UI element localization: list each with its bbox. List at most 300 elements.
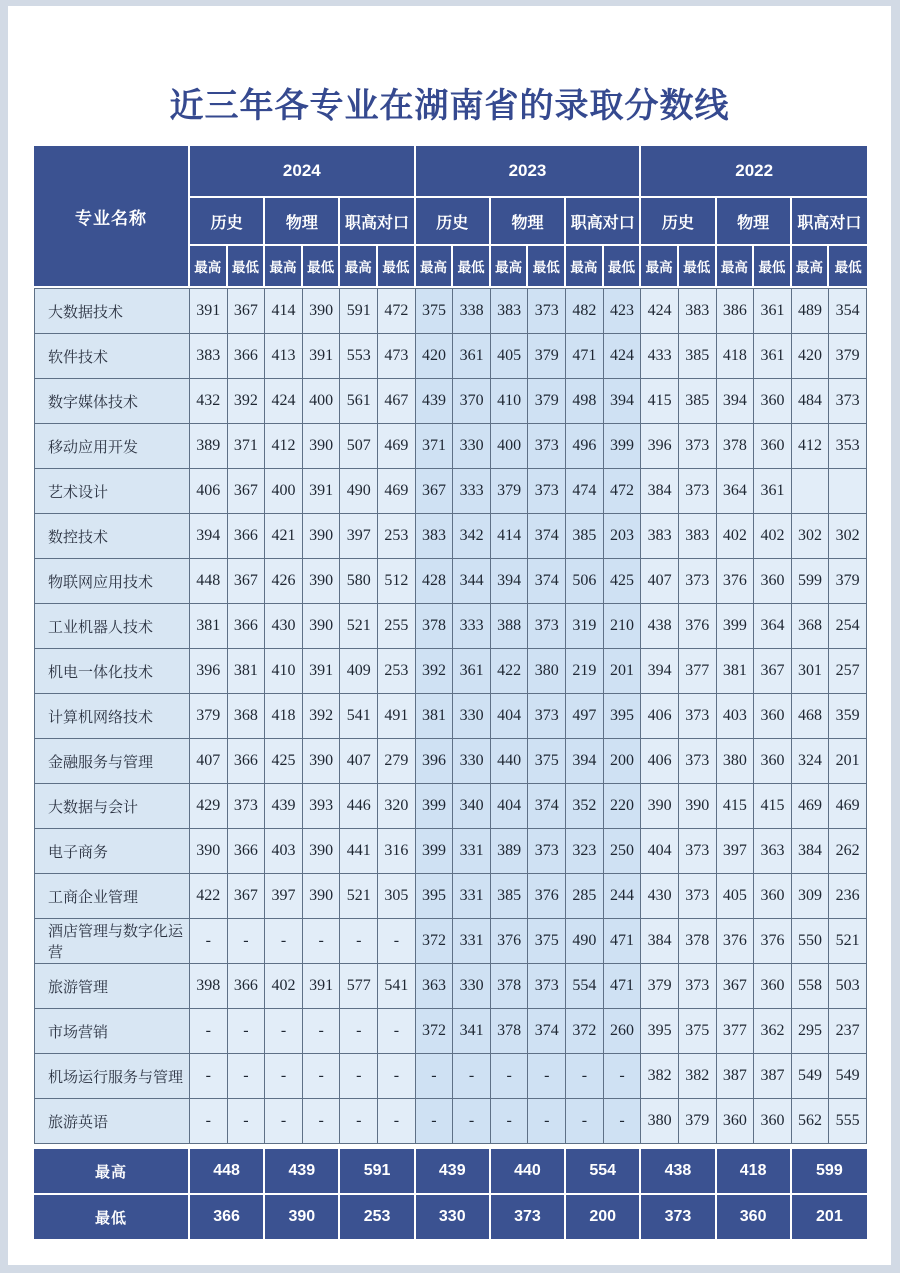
score-cell: 373 xyxy=(679,829,717,874)
major-name-cell: 酒店管理与数字化运营 xyxy=(34,919,190,964)
score-cell: 388 xyxy=(491,604,529,649)
score-cell: 489 xyxy=(792,288,830,334)
major-name-cell: 市场营销 xyxy=(34,1009,190,1054)
score-cell: - xyxy=(491,1099,529,1144)
minmax-header: 最低 xyxy=(754,246,792,288)
score-cell: 405 xyxy=(491,334,529,379)
score-cell: 253 xyxy=(378,649,416,694)
score-cell: 424 xyxy=(604,334,642,379)
table-row xyxy=(34,919,867,964)
score-cell: 360 xyxy=(754,739,792,784)
score-cell: 390 xyxy=(303,874,341,919)
major-name-cell: 电子商务 xyxy=(34,829,190,874)
footer-label: 最高 xyxy=(34,1144,190,1195)
score-cell: 469 xyxy=(378,424,416,469)
score-cell: 379 xyxy=(528,334,566,379)
score-cell: 383 xyxy=(679,288,717,334)
table-row xyxy=(34,829,867,874)
score-cell: 412 xyxy=(792,424,830,469)
minmax-header: 最高 xyxy=(792,246,830,288)
score-cell: 324 xyxy=(792,739,830,784)
table-row xyxy=(34,874,867,919)
major-name-cell: 数控技术 xyxy=(34,514,190,559)
score-cell: 474 xyxy=(566,469,604,514)
score-cell: 383 xyxy=(679,514,717,559)
score-cell: 372 xyxy=(416,919,454,964)
table-row xyxy=(34,469,867,514)
score-cell: 471 xyxy=(604,919,642,964)
major-name-cell: 数字媒体技术 xyxy=(34,379,190,424)
score-cell: 379 xyxy=(829,559,867,604)
score-cell: 372 xyxy=(566,1009,604,1054)
score-cell: 379 xyxy=(641,964,679,1009)
score-cell: - xyxy=(190,1009,228,1054)
score-cell: - xyxy=(491,1054,529,1099)
score-cell: 373 xyxy=(679,874,717,919)
score-cell: 376 xyxy=(717,919,755,964)
score-cell: - xyxy=(340,1054,378,1099)
minmax-header: 最高 xyxy=(265,246,303,288)
score-cell: 373 xyxy=(679,964,717,1009)
year-row xyxy=(34,146,867,198)
score-cell: 375 xyxy=(679,1009,717,1054)
subject-header: 职高对口 xyxy=(792,198,867,246)
score-cell: - xyxy=(378,1009,416,1054)
score-cell: 383 xyxy=(491,288,529,334)
score-cell: 591 xyxy=(340,288,378,334)
score-cell: 203 xyxy=(604,514,642,559)
score-cell: 374 xyxy=(528,559,566,604)
score-cell: 448 xyxy=(190,559,228,604)
score-cell: 360 xyxy=(754,964,792,1009)
score-cell: 413 xyxy=(265,334,303,379)
score-cell: 381 xyxy=(228,649,266,694)
score-cell: 378 xyxy=(416,604,454,649)
table-row xyxy=(34,288,867,334)
score-cell: 373 xyxy=(679,739,717,784)
score-cell: 376 xyxy=(679,604,717,649)
score-cell: 341 xyxy=(453,1009,491,1054)
score-cell: 390 xyxy=(303,559,341,604)
minmax-header: 最低 xyxy=(679,246,717,288)
score-cell: 385 xyxy=(679,334,717,379)
score-cell: 373 xyxy=(679,424,717,469)
score-cell: 262 xyxy=(829,829,867,874)
minmax-header: 最低 xyxy=(378,246,416,288)
subject-header: 物理 xyxy=(265,198,340,246)
score-cell: 360 xyxy=(754,379,792,424)
score-cell: 371 xyxy=(228,424,266,469)
score-cell: 399 xyxy=(416,829,454,874)
major-name-cell: 旅游英语 xyxy=(34,1099,190,1144)
table-header xyxy=(34,146,867,288)
score-cell: 521 xyxy=(829,919,867,964)
score-cell: 472 xyxy=(378,288,416,334)
score-cell: 390 xyxy=(303,514,341,559)
score-cell: 541 xyxy=(378,964,416,1009)
table-row xyxy=(34,649,867,694)
score-cell: 210 xyxy=(604,604,642,649)
score-cell: 430 xyxy=(641,874,679,919)
score-cell: - xyxy=(265,1009,303,1054)
score-cell: 414 xyxy=(265,288,303,334)
score-cell: 406 xyxy=(641,694,679,739)
score-cell: 359 xyxy=(829,694,867,739)
table-row xyxy=(34,964,867,1009)
score-cell: 323 xyxy=(566,829,604,874)
score-cell: - xyxy=(340,1099,378,1144)
subject-header: 历史 xyxy=(190,198,265,246)
subject-header: 物理 xyxy=(717,198,792,246)
score-cell: 428 xyxy=(416,559,454,604)
score-cell: 367 xyxy=(228,874,266,919)
score-cell: - xyxy=(265,919,303,964)
score-cell: 389 xyxy=(491,829,529,874)
score-cell: 331 xyxy=(453,874,491,919)
page-card xyxy=(8,6,891,1265)
score-cell: - xyxy=(303,1054,341,1099)
score-cell: - xyxy=(566,1054,604,1099)
score-cell: 383 xyxy=(416,514,454,559)
admission-scores-table-wrap xyxy=(34,146,867,1239)
score-cell: 414 xyxy=(491,514,529,559)
footer-value-cell: 373 xyxy=(641,1195,716,1239)
table-row xyxy=(34,334,867,379)
score-cell: - xyxy=(265,1054,303,1099)
score-cell: 330 xyxy=(453,964,491,1009)
table-row xyxy=(34,1009,867,1054)
score-cell: 377 xyxy=(717,1009,755,1054)
score-cell: 415 xyxy=(754,784,792,829)
score-cell: 410 xyxy=(491,379,529,424)
score-cell: 366 xyxy=(228,334,266,379)
major-name-cell: 软件技术 xyxy=(34,334,190,379)
score-cell: 422 xyxy=(491,649,529,694)
score-cell: 392 xyxy=(416,649,454,694)
score-cell: 338 xyxy=(453,288,491,334)
score-cell xyxy=(792,469,830,514)
table-row xyxy=(34,784,867,829)
score-cell: 376 xyxy=(528,874,566,919)
score-cell: 473 xyxy=(378,334,416,379)
footer-row-max xyxy=(34,1144,867,1195)
score-cell: 390 xyxy=(190,829,228,874)
table-row xyxy=(34,379,867,424)
score-cell: - xyxy=(265,1099,303,1144)
score-cell: 384 xyxy=(641,919,679,964)
score-cell: 302 xyxy=(829,514,867,559)
score-cell: 398 xyxy=(190,964,228,1009)
score-cell: 390 xyxy=(303,739,341,784)
score-cell: 373 xyxy=(829,379,867,424)
score-cell: 396 xyxy=(416,739,454,784)
score-cell: 403 xyxy=(717,694,755,739)
table-row xyxy=(34,514,867,559)
minmax-header: 最低 xyxy=(604,246,642,288)
score-cell: 384 xyxy=(641,469,679,514)
table-row xyxy=(34,604,867,649)
score-cell: - xyxy=(303,1009,341,1054)
score-cell: 377 xyxy=(679,649,717,694)
score-cell: 430 xyxy=(265,604,303,649)
score-cell: 482 xyxy=(566,288,604,334)
score-cell: 577 xyxy=(340,964,378,1009)
score-cell: 378 xyxy=(717,424,755,469)
score-cell: 432 xyxy=(190,379,228,424)
score-cell: 373 xyxy=(528,964,566,1009)
score-cell: 396 xyxy=(190,649,228,694)
score-cell: 330 xyxy=(453,694,491,739)
score-cell: 391 xyxy=(303,469,341,514)
score-cell: 389 xyxy=(190,424,228,469)
score-cell: 497 xyxy=(566,694,604,739)
score-cell: 373 xyxy=(528,829,566,874)
minmax-header: 最高 xyxy=(566,246,604,288)
score-cell: 397 xyxy=(340,514,378,559)
major-name-cell: 机场运行服务与管理 xyxy=(34,1054,190,1099)
score-cell: 406 xyxy=(641,739,679,784)
score-cell: 404 xyxy=(491,784,529,829)
score-cell: 490 xyxy=(340,469,378,514)
score-cell: 360 xyxy=(754,874,792,919)
score-cell: 220 xyxy=(604,784,642,829)
score-cell: 395 xyxy=(604,694,642,739)
score-cell: 370 xyxy=(453,379,491,424)
score-cell: 354 xyxy=(829,288,867,334)
minmax-header: 最高 xyxy=(717,246,755,288)
footer-row-min xyxy=(34,1195,867,1239)
score-cell: 380 xyxy=(717,739,755,784)
subject-header: 历史 xyxy=(416,198,491,246)
table-row xyxy=(34,739,867,784)
score-cell: 373 xyxy=(679,694,717,739)
score-cell: 469 xyxy=(829,784,867,829)
score-cell: 384 xyxy=(792,829,830,874)
score-cell: 380 xyxy=(528,649,566,694)
score-cell: 498 xyxy=(566,379,604,424)
score-cell: - xyxy=(303,1099,341,1144)
score-cell: 373 xyxy=(528,469,566,514)
minmax-header: 最低 xyxy=(829,246,867,288)
table-row xyxy=(34,559,867,604)
year-header-2023: 2023 xyxy=(416,146,642,198)
major-name-cell: 艺术设计 xyxy=(34,469,190,514)
minmax-header: 最高 xyxy=(190,246,228,288)
score-cell: 541 xyxy=(340,694,378,739)
score-cell: 394 xyxy=(604,379,642,424)
score-cell: 404 xyxy=(641,829,679,874)
subject-header: 职高对口 xyxy=(340,198,415,246)
score-cell: 549 xyxy=(792,1054,830,1099)
score-cell: 484 xyxy=(792,379,830,424)
major-name-cell: 大数据与会计 xyxy=(34,784,190,829)
footer-value-cell: 373 xyxy=(491,1195,566,1239)
score-cell: 373 xyxy=(528,604,566,649)
score-cell: 333 xyxy=(453,469,491,514)
score-cell: 386 xyxy=(717,288,755,334)
score-cell: 362 xyxy=(754,1009,792,1054)
score-cell: 301 xyxy=(792,649,830,694)
score-cell: 373 xyxy=(679,469,717,514)
score-cell: 361 xyxy=(754,334,792,379)
admission-scores-table xyxy=(34,146,867,1239)
score-cell: - xyxy=(528,1099,566,1144)
score-cell: 390 xyxy=(303,604,341,649)
score-cell: 394 xyxy=(566,739,604,784)
footer-value-cell: 439 xyxy=(265,1144,340,1195)
score-cell: - xyxy=(528,1054,566,1099)
score-cell: 407 xyxy=(641,559,679,604)
score-cell: 360 xyxy=(754,559,792,604)
score-cell: 472 xyxy=(604,469,642,514)
score-cell: 381 xyxy=(717,649,755,694)
score-cell: 420 xyxy=(792,334,830,379)
score-cell: 429 xyxy=(190,784,228,829)
score-cell: 363 xyxy=(754,829,792,874)
score-cell: 373 xyxy=(528,288,566,334)
minmax-header: 最高 xyxy=(340,246,378,288)
score-cell: 391 xyxy=(303,964,341,1009)
score-cell: 373 xyxy=(528,694,566,739)
score-cell: 378 xyxy=(491,1009,529,1054)
score-cell: 375 xyxy=(416,288,454,334)
score-cell: - xyxy=(416,1054,454,1099)
score-cell: 361 xyxy=(754,469,792,514)
score-cell: 387 xyxy=(717,1054,755,1099)
score-cell: 381 xyxy=(416,694,454,739)
score-cell: 374 xyxy=(528,514,566,559)
score-cell: 376 xyxy=(754,919,792,964)
score-cell: 331 xyxy=(453,829,491,874)
score-cell: 397 xyxy=(717,829,755,874)
score-cell: 469 xyxy=(378,469,416,514)
score-cell: 257 xyxy=(829,649,867,694)
footer-value-cell: 366 xyxy=(190,1195,265,1239)
score-cell: 364 xyxy=(754,604,792,649)
score-cell: 295 xyxy=(792,1009,830,1054)
score-cell: 402 xyxy=(265,964,303,1009)
table-row xyxy=(34,694,867,739)
score-cell: - xyxy=(604,1099,642,1144)
score-cell: 403 xyxy=(265,829,303,874)
score-cell: 400 xyxy=(491,424,529,469)
score-cell: 378 xyxy=(491,964,529,1009)
score-cell: 555 xyxy=(829,1099,867,1144)
score-cell: 366 xyxy=(228,829,266,874)
score-cell: 390 xyxy=(679,784,717,829)
score-cell: 379 xyxy=(829,334,867,379)
score-cell: - xyxy=(604,1054,642,1099)
score-cell: 439 xyxy=(265,784,303,829)
score-cell: 392 xyxy=(228,379,266,424)
score-cell: 425 xyxy=(604,559,642,604)
score-cell: 395 xyxy=(416,874,454,919)
score-cell: 367 xyxy=(717,964,755,1009)
score-cell: 363 xyxy=(416,964,454,1009)
score-cell: 380 xyxy=(641,1099,679,1144)
footer-label: 最低 xyxy=(34,1195,190,1239)
score-cell: - xyxy=(566,1099,604,1144)
score-cell: - xyxy=(228,1054,266,1099)
score-cell: 390 xyxy=(303,288,341,334)
score-cell: 367 xyxy=(228,288,266,334)
score-cell: 366 xyxy=(228,514,266,559)
score-cell: 407 xyxy=(340,739,378,784)
score-cell: 390 xyxy=(303,424,341,469)
minmax-header: 最高 xyxy=(491,246,529,288)
score-cell: 394 xyxy=(190,514,228,559)
score-cell: 423 xyxy=(604,288,642,334)
score-cell: 553 xyxy=(340,334,378,379)
score-cell: - xyxy=(378,919,416,964)
table-row xyxy=(34,424,867,469)
score-cell: 496 xyxy=(566,424,604,469)
score-cell: 375 xyxy=(528,739,566,784)
score-cell: 550 xyxy=(792,919,830,964)
minmax-header: 最低 xyxy=(453,246,491,288)
score-cell: 320 xyxy=(378,784,416,829)
minmax-header: 最低 xyxy=(528,246,566,288)
score-cell: 506 xyxy=(566,559,604,604)
score-cell: 376 xyxy=(491,919,529,964)
score-cell: 396 xyxy=(641,424,679,469)
score-cell: 366 xyxy=(228,739,266,784)
score-cell: 561 xyxy=(340,379,378,424)
footer-value-cell: 201 xyxy=(792,1195,867,1239)
major-name-cell: 移动应用开发 xyxy=(34,424,190,469)
major-name-cell: 计算机网络技术 xyxy=(34,694,190,739)
major-name-cell: 机电一体化技术 xyxy=(34,649,190,694)
score-cell: - xyxy=(416,1099,454,1144)
corner-header-major-name: 专业名称 xyxy=(34,146,190,288)
score-cell: 331 xyxy=(453,919,491,964)
score-cell: 201 xyxy=(604,649,642,694)
score-cell: 285 xyxy=(566,874,604,919)
footer-value-cell: 360 xyxy=(717,1195,792,1239)
score-cell: 390 xyxy=(641,784,679,829)
score-cell: 424 xyxy=(641,288,679,334)
score-cell: 549 xyxy=(829,1054,867,1099)
score-cell: 385 xyxy=(566,514,604,559)
score-cell: 361 xyxy=(453,334,491,379)
score-cell: 580 xyxy=(340,559,378,604)
table-row xyxy=(34,1054,867,1099)
score-cell: 599 xyxy=(792,559,830,604)
score-cell: - xyxy=(378,1099,416,1144)
score-cell: - xyxy=(303,919,341,964)
score-cell: 394 xyxy=(641,649,679,694)
table-footer xyxy=(34,1144,867,1239)
score-cell: 376 xyxy=(717,559,755,604)
score-cell: 424 xyxy=(265,379,303,424)
score-cell: 250 xyxy=(604,829,642,874)
score-cell: 391 xyxy=(303,334,341,379)
score-cell: 372 xyxy=(416,1009,454,1054)
score-cell: 383 xyxy=(641,514,679,559)
score-cell: 366 xyxy=(228,964,266,1009)
score-cell: 512 xyxy=(378,559,416,604)
score-cell: 400 xyxy=(303,379,341,424)
score-cell: 237 xyxy=(829,1009,867,1054)
footer-value-cell: 200 xyxy=(566,1195,641,1239)
major-name-cell: 金融服务与管理 xyxy=(34,739,190,784)
score-cell: 415 xyxy=(717,784,755,829)
score-cell: 236 xyxy=(829,874,867,919)
score-cell: 333 xyxy=(453,604,491,649)
score-cell: 368 xyxy=(792,604,830,649)
minmax-header: 最高 xyxy=(416,246,454,288)
score-cell: 378 xyxy=(679,919,717,964)
